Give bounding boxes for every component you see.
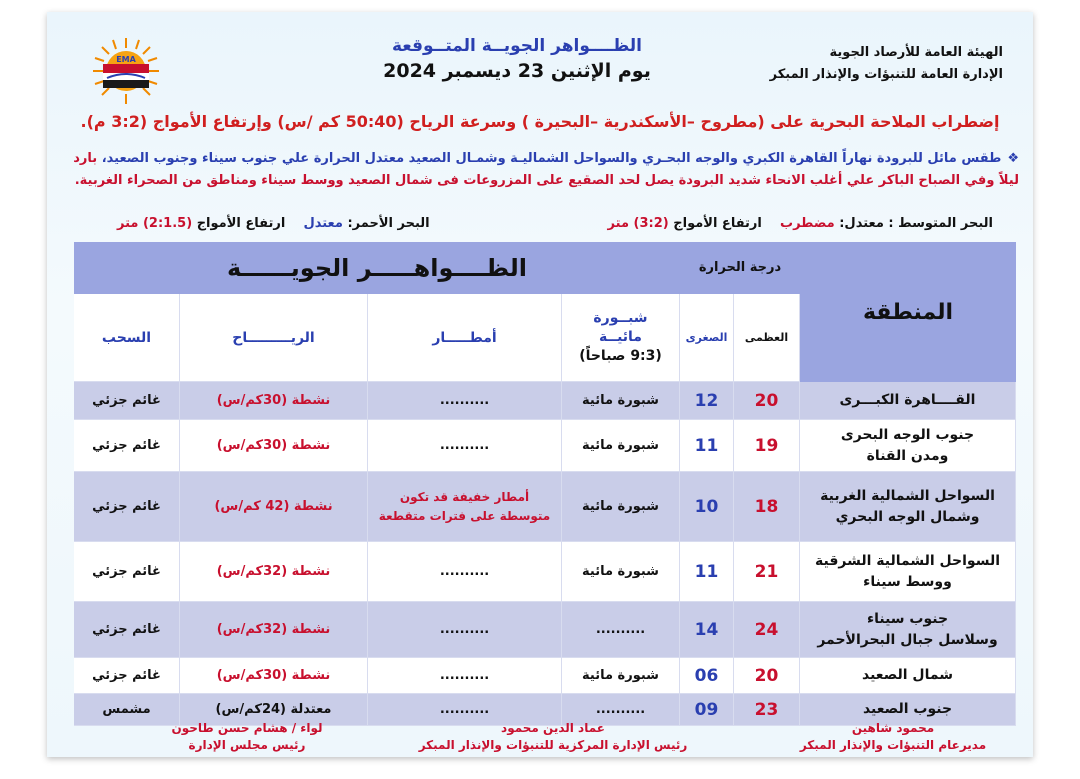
phenomena-label: الظــــواهـــــر الجويــــــة: [227, 254, 528, 282]
region-line1: القــــاهرة الكبـــرى: [839, 392, 976, 408]
cell-rain: ..........: [368, 382, 562, 420]
cell-min: 06: [680, 658, 734, 694]
region-line1: السواحل الشمالية الغربية: [820, 487, 995, 504]
sig3-name: لواء / هشام حسن طاحون: [171, 721, 323, 735]
diamond-bullet-icon: ❖: [1007, 151, 1019, 166]
med-wave-value: (3:2) متر: [607, 216, 669, 231]
cell-fog: شبورة مائية: [562, 420, 680, 472]
cell-fog: ..........: [562, 602, 680, 658]
ema-logo: [89, 34, 163, 108]
cell-region: [800, 602, 1016, 658]
column-header-rain: أمطـــــار: [368, 294, 562, 382]
region-line1: جنوب الوجه البحرى: [840, 426, 975, 443]
cell-rain: ..........: [368, 602, 562, 658]
cell-rain: ..........: [368, 658, 562, 694]
cell-region: [800, 472, 1016, 542]
cell-max: 23: [734, 694, 800, 726]
forecast-date: يوم الإثنين 23 ديسمبر 2024: [383, 60, 651, 82]
region-line2: وشمال الوجه البحري: [835, 508, 980, 525]
cell-clouds: غائم جزئي: [74, 420, 180, 472]
signature-3: [137, 720, 357, 754]
cell-clouds: غائم جزئي: [74, 542, 180, 602]
sig2-title: رئيس الإدارة المركزية للتنبؤات والإنذار المبكر: [418, 738, 688, 752]
med-sea-state: [608, 216, 993, 231]
cell-clouds: غائم جزئي: [74, 658, 180, 694]
region-line1: السواحل الشمالية الشرقية: [815, 552, 1001, 569]
region-line1: جنوب الصعيد: [862, 701, 953, 717]
cell-wind: معتدلة (24كم/س): [180, 694, 368, 726]
sig1-name: محمود شاهين: [851, 721, 935, 735]
forecast-page: [47, 12, 1033, 757]
med-sea-label: البحر المتوسط : معتدل:: [839, 216, 993, 231]
fog-header-line2: مائيــة: [599, 329, 642, 345]
region-line1: جنوب سيناء: [866, 610, 949, 627]
cell-region: [800, 382, 1016, 420]
cell-fog: شبورة مائية: [562, 658, 680, 694]
cell-min: 11: [680, 542, 734, 602]
cell-wind: نشطة (30كم/س): [180, 420, 368, 472]
med-sea-condition: مضطرب: [780, 216, 835, 231]
cell-fog: شبورة مائية: [562, 542, 680, 602]
red-sea-state: [117, 216, 430, 231]
cell-wind: نشطة (42 كم/س): [180, 472, 368, 542]
sig2-name: عماد الدين محمود: [501, 721, 605, 735]
weather-summary: [61, 148, 1019, 192]
cell-region: [800, 542, 1016, 602]
fog-header-line1: شبــورة: [593, 310, 648, 326]
cell-clouds: غائم جزئي: [74, 472, 180, 542]
med-wave-label: ارتفاع الأمواج: [673, 216, 762, 231]
cell-rain: ..........: [368, 542, 562, 602]
organization-header: [743, 42, 1003, 86]
cell-min: 10: [680, 472, 734, 542]
marine-alert: إضطراب الملاحة البحرية على (مطروح –الأسكندرية –البحيرة ) وسرعة الرياح (50:40 كم /س) وإرتفاع الأمواج (3:2 م).: [80, 112, 1000, 131]
column-header-min: الصغرى: [680, 294, 734, 382]
column-header-region: المنطقة: [800, 242, 1016, 382]
column-header-max: العظمى: [734, 294, 800, 382]
cell-clouds: مشمس: [74, 694, 180, 726]
cell-max: 21: [734, 542, 800, 602]
region-line2: ووسط سيناء: [863, 573, 952, 590]
column-header-wind: الريـــــــــاح: [180, 294, 368, 382]
cell-wind: نشطة (30كم/س): [180, 382, 368, 420]
cell-fog: ..........: [562, 694, 680, 726]
cell-wind: نشطة (32كم/س): [180, 542, 368, 602]
cell-region: [800, 420, 1016, 472]
org-department: الإدارة العامة للتنبؤات والإنذار المبكر: [769, 67, 1003, 82]
cell-min: 14: [680, 602, 734, 658]
fog-header-line3: (9:3 صباحاً): [579, 348, 662, 364]
signature-2: [403, 720, 703, 754]
red-wave-value: (2:1.5) متر: [117, 216, 193, 231]
cell-max: 20: [734, 382, 800, 420]
summary-part-1: طقس مائل للبرودة نهاراً القاهرة الكبري والوجه البحـري والسواحل الشماليـة وشمـال الصعيد معتدل الحرارة علي جنوب سيناء وجنوب الصعيد،: [101, 151, 1002, 166]
cell-wind: نشطة (30كم/س): [180, 658, 368, 694]
sea-state: [77, 212, 1003, 236]
column-header-clouds: السحب: [74, 294, 180, 382]
sig3-title: رئيس مجلس الإدارة: [188, 738, 306, 752]
forecast-table: [74, 242, 1016, 726]
cell-rain: أمطار خفيفة قد تكون متوسطة على فترات متقطعة: [368, 472, 562, 542]
cell-max: 24: [734, 602, 800, 658]
cell-rain: ..........: [368, 694, 562, 726]
red-wave-label: ارتفاع الأمواج: [196, 216, 286, 231]
red-sea-label: البحر الأحمر:: [347, 216, 430, 231]
summary-part-2: بارد ليلاً وفي الصباح الباكر علي أغلب الانحاء شديد البرودة يصل لحد الصقيع على المزروعات فى شمال الصعيد ووسط سيناء ومناطق من الصحراء الغربية.: [73, 151, 1019, 188]
column-header-temp: درجة الحرارة: [698, 260, 782, 275]
region-line2: وسلاسل جبال البحرالأحمر: [817, 631, 998, 648]
signatures: [77, 720, 1003, 756]
cell-max: 18: [734, 472, 800, 542]
cell-rain: ..........: [368, 420, 562, 472]
org-name: الهيئة العامة للأرصاد الجوية: [829, 45, 1003, 60]
column-header-phenomena: [74, 242, 680, 294]
red-sea-condition: معتدل: [303, 216, 343, 231]
cell-clouds: غائم جزئي: [74, 382, 180, 420]
cell-fog: شبورة مائية: [562, 472, 680, 542]
page-title: الظــــواهر الجويــة المتــوقعة: [392, 36, 642, 56]
signature-1: [783, 720, 1003, 754]
cell-min: 11: [680, 420, 734, 472]
region-line2: ومدن القناة: [866, 447, 949, 464]
sig1-title: مديرعام التنبؤات والإنذار المبكر: [799, 738, 987, 752]
column-header-fog: [562, 294, 680, 382]
cell-fog: شبورة مائية: [562, 382, 680, 420]
region-line1: شمال الصعيد: [862, 667, 953, 683]
cell-wind: نشطة (32كم/س): [180, 602, 368, 658]
cell-max: 19: [734, 420, 800, 472]
cell-clouds: غائم جزئي: [74, 602, 180, 658]
cell-max: 20: [734, 658, 800, 694]
cell-min: 09: [680, 694, 734, 726]
cell-min: 12: [680, 382, 734, 420]
title-block: [347, 36, 687, 82]
cell-region: [800, 658, 1016, 694]
forecast-document: [47, 12, 1033, 757]
ema-logo-text: EMA: [116, 55, 136, 64]
